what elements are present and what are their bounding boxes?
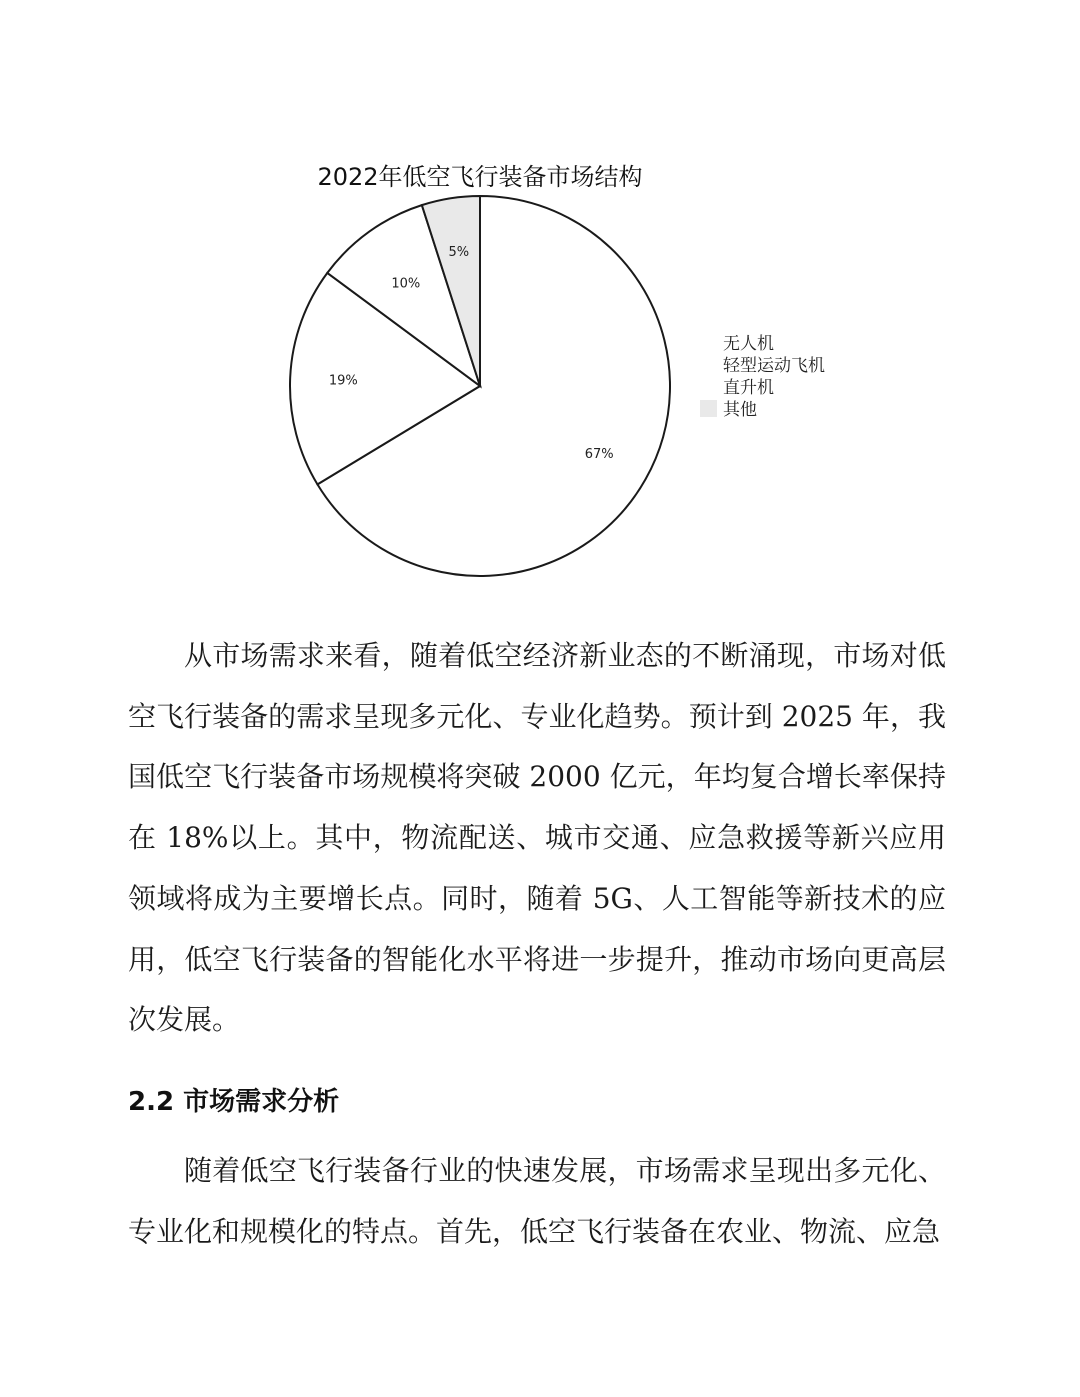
legend-label-4: 其他 [723, 400, 757, 420]
chart-title: 2022年低空飞行装备市场结构 [317, 163, 643, 191]
slice-label-3: 10% [391, 276, 421, 292]
legend-label-2: 轻型运动飞机 [723, 356, 825, 376]
legend-swatch-3 [700, 378, 717, 395]
section-heading: 2.2 市场需求分析 [128, 1087, 340, 1117]
body-paragraph-2: 随着低空飞行装备行业的快速发展，市场需求呈现出多元化、专业化和规模化的特点。首先，低空飞行装备在农业、物流、应急 [128, 1154, 946, 1248]
legend-swatch-2 [700, 356, 717, 373]
slice-label-4: 5% [448, 244, 470, 260]
slice-label-2: 19% [328, 373, 358, 389]
legend-label-1: 无人机 [723, 334, 774, 354]
pie-chart [0, 0, 1080, 600]
legend-label-3: 直升机 [723, 378, 774, 398]
chart-legend [700, 334, 825, 420]
slice-label-1: 67% [584, 447, 614, 463]
legend-swatch-1 [700, 334, 717, 351]
legend-swatch-4 [700, 400, 717, 417]
body-paragraph-1: 从市场需求来看，随着低空经济新业态的不断涌现，市场对低空飞行装备的需求呈现多元化、专业化趋势。预计到 2025 年，我国低空飞行装备市场规模将突破 2000 亿元，年均复合增长率保持在 18%以上。其中，物流配送、城市交通、应急救援等新兴应用领域将成为主要增长点。同时，随着 5G、人工智能等新技术的应用，低空飞行装备的智能化水平将进一步提升，推动市场向更高层次发展。 [128, 639, 946, 1037]
